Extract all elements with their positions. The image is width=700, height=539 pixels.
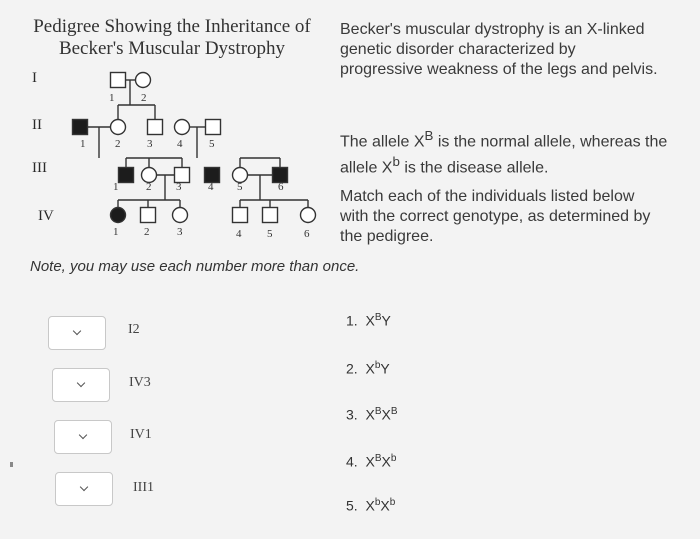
genotype-option-4: 4. $X^BX^b$ xyxy=(346,453,397,470)
generation-label-iv: IV xyxy=(38,208,54,224)
individual-ii-3 xyxy=(148,120,163,135)
number-iv-6: 6 xyxy=(304,228,310,240)
title-line-2: Becker's Muscular Dystrophy xyxy=(58,38,286,59)
individual-ii-1 xyxy=(73,120,88,135)
page-marker xyxy=(10,462,13,467)
individual-iv-1 xyxy=(111,208,126,223)
allele-note: The allele $X^B$ is the normal allele, whereas the allele $X^b$ is the disease allele. xyxy=(340,128,668,177)
genotype-option-5: 5. $X^bX^b$ xyxy=(346,497,396,514)
individual-i-2 xyxy=(136,73,151,88)
genotype-option-2: 2. $X^bY$ xyxy=(346,360,390,377)
number-iii-2: 2 xyxy=(146,181,152,193)
number-ii-5: 5 xyxy=(209,138,215,150)
chevron-down-icon xyxy=(80,483,88,491)
individual-iv-3 xyxy=(173,208,188,223)
generation-label-iii: III xyxy=(32,160,47,176)
disorder-description: Becker's muscular dystrophy is an X-linked genetic disorder characterized by progressive weakness of the legs and pelvis. xyxy=(340,21,658,78)
match-instructions: Match each of the individuals listed below with the correct genotype, as determined by the pedigree. xyxy=(340,188,651,245)
number-ii-1: 1 xyxy=(80,138,86,150)
number-iv-4: 4 xyxy=(236,228,242,240)
number-ii-3: 3 xyxy=(147,138,153,150)
number-iii-1: 1 xyxy=(113,181,119,193)
chevron-down-icon xyxy=(79,431,87,439)
individual-iv-2 xyxy=(141,208,156,223)
genotype-select-2[interactable] xyxy=(52,368,110,402)
individual-iv-6 xyxy=(301,208,316,223)
number-ii-4: 4 xyxy=(177,138,183,150)
pedigree-chart xyxy=(0,0,340,250)
note-text: Note, you may use each number more than once. xyxy=(30,258,360,275)
chevron-down-icon xyxy=(77,379,85,387)
number-i-1: 1 xyxy=(109,92,115,104)
genotype-select-1[interactable] xyxy=(48,316,106,350)
genotype-option-3: 3. $X^BX^B$ xyxy=(346,406,398,423)
individual-label-2: IV3 xyxy=(129,375,151,390)
individual-iv-4 xyxy=(233,208,248,223)
individual-ii-5 xyxy=(206,120,221,135)
generation-label-i: I xyxy=(32,70,37,86)
individual-label-1: I2 xyxy=(128,322,140,337)
number-iii-4: 4 xyxy=(208,181,214,193)
individual-iii-1 xyxy=(119,168,134,183)
number-iv-5: 5 xyxy=(267,228,273,240)
title-line-1: Pedigree Showing the Inheritance of xyxy=(33,16,311,37)
chevron-down-icon xyxy=(73,327,81,335)
number-i-2: 2 xyxy=(141,92,147,104)
number-iv-2: 2 xyxy=(144,226,150,238)
number-iv-3: 3 xyxy=(177,226,183,238)
genotype-select-3[interactable] xyxy=(54,420,112,454)
genotype-select-4[interactable] xyxy=(55,472,113,506)
number-iii-6: 6 xyxy=(278,181,284,193)
individual-iv-5 xyxy=(263,208,278,223)
number-ii-2: 2 xyxy=(115,138,121,150)
number-iii-3: 3 xyxy=(176,181,182,193)
genotype-option-1: 1. $X^BY$ xyxy=(346,312,391,329)
individual-ii-4 xyxy=(175,120,190,135)
number-iv-1: 1 xyxy=(113,226,119,238)
individual-ii-2 xyxy=(111,120,126,135)
individual-label-4: III1 xyxy=(133,480,154,495)
individual-i-1 xyxy=(111,73,126,88)
individual-label-3: IV1 xyxy=(130,427,152,442)
generation-label-ii: II xyxy=(32,117,42,133)
number-iii-5: 5 xyxy=(237,181,243,193)
